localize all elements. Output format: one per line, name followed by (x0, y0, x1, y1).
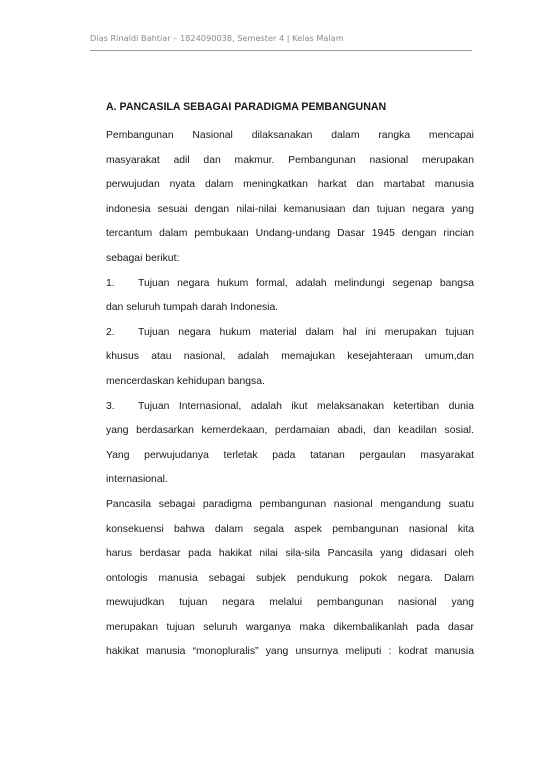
paragraph-line: Pancasila sebagai paradigma pembangunan nasional mengandung suatu (106, 498, 474, 510)
paragraph-line: merupakan tujuan seluruh warganya maka dikembalikanlah pada dasar (106, 621, 474, 633)
section-title: A. PANCASILA SEBAGAI PARADIGMA PEMBANGUNAN (106, 101, 387, 113)
list-item-text: khusus atau nasional, adalah memajukan kesejahteraan umum,dan (106, 351, 474, 363)
list-number: 1. (106, 277, 115, 289)
list-number: 3. (106, 400, 115, 412)
list-item-text: Tujuan Internasional, adalah ikut melaksanakan ketertiban dunia (138, 400, 474, 412)
paragraph-line: indonesia sesuai dengan nilai-nilai kemanusiaan dan tujuan negara yang (106, 203, 474, 215)
paragraph-line: ontologis manusia sebagai subjek pendukung pokok negara. Dalam (106, 572, 474, 584)
running-header: Dias Rinaldi Bahtiar – 1824090038, Semester 4 | Kelas Malam (90, 33, 344, 43)
paragraph-line: tercantum dalam pembukaan Undang-undang Dasar 1945 dengan rincian (106, 228, 474, 240)
list-item-text: yang berdasarkan kemerdekaan, perdamaian abadi, dan keadilan sosial. (106, 425, 474, 437)
paragraph-line: sebagai berikut: (106, 252, 180, 264)
list-item (106, 272, 474, 321)
intro-paragraph (106, 124, 474, 272)
paragraph-line: mewujudkan tujuan negara melalui pembangunan nasional yang (106, 597, 474, 609)
list-item-text: internasional. (106, 474, 168, 486)
paragraph-line: konsekuensi bahwa dalam segala aspek pembangunan nasional kita (106, 523, 474, 535)
list-item (106, 395, 474, 493)
list-item-text: dan seluruh tumpah darah Indonesia. (106, 302, 279, 314)
paragraph-line: Pembangunan Nasional dilaksanakan dalam rangka mencapai (106, 130, 474, 141)
paragraph-line: perwujudan nyata dalam meningkatkan harkat dan martabat manusia (106, 179, 474, 191)
document-body (106, 101, 474, 665)
list-item-text: Tujuan negara hukum formal, adalah melindungi segenap bangsa (138, 277, 474, 289)
header-divider (90, 50, 472, 51)
list-item-text: Tujuan negara hukum material dalam hal ini merupakan tujuan (138, 326, 474, 338)
list-item (106, 321, 474, 395)
paragraph-line: harus berdasar pada hakikat nilai sila-sila Pancasila yang didasari oleh (106, 548, 474, 560)
list-item-text: mencerdaskan kehidupan bangsa. (106, 375, 265, 387)
list-item-text: Yang perwujudanya terletak pada tatanan pergaulan masyarakat (106, 449, 474, 461)
list-number: 2. (106, 326, 115, 338)
paragraph-line: masyarakat adil dan makmur. Pembangunan nasional merupakan (106, 154, 474, 166)
closing-paragraph (106, 493, 474, 665)
paragraph-line: hakikat manusia “monopluralis” yang unsurnya meliputi : kodrat manusia (106, 646, 474, 658)
